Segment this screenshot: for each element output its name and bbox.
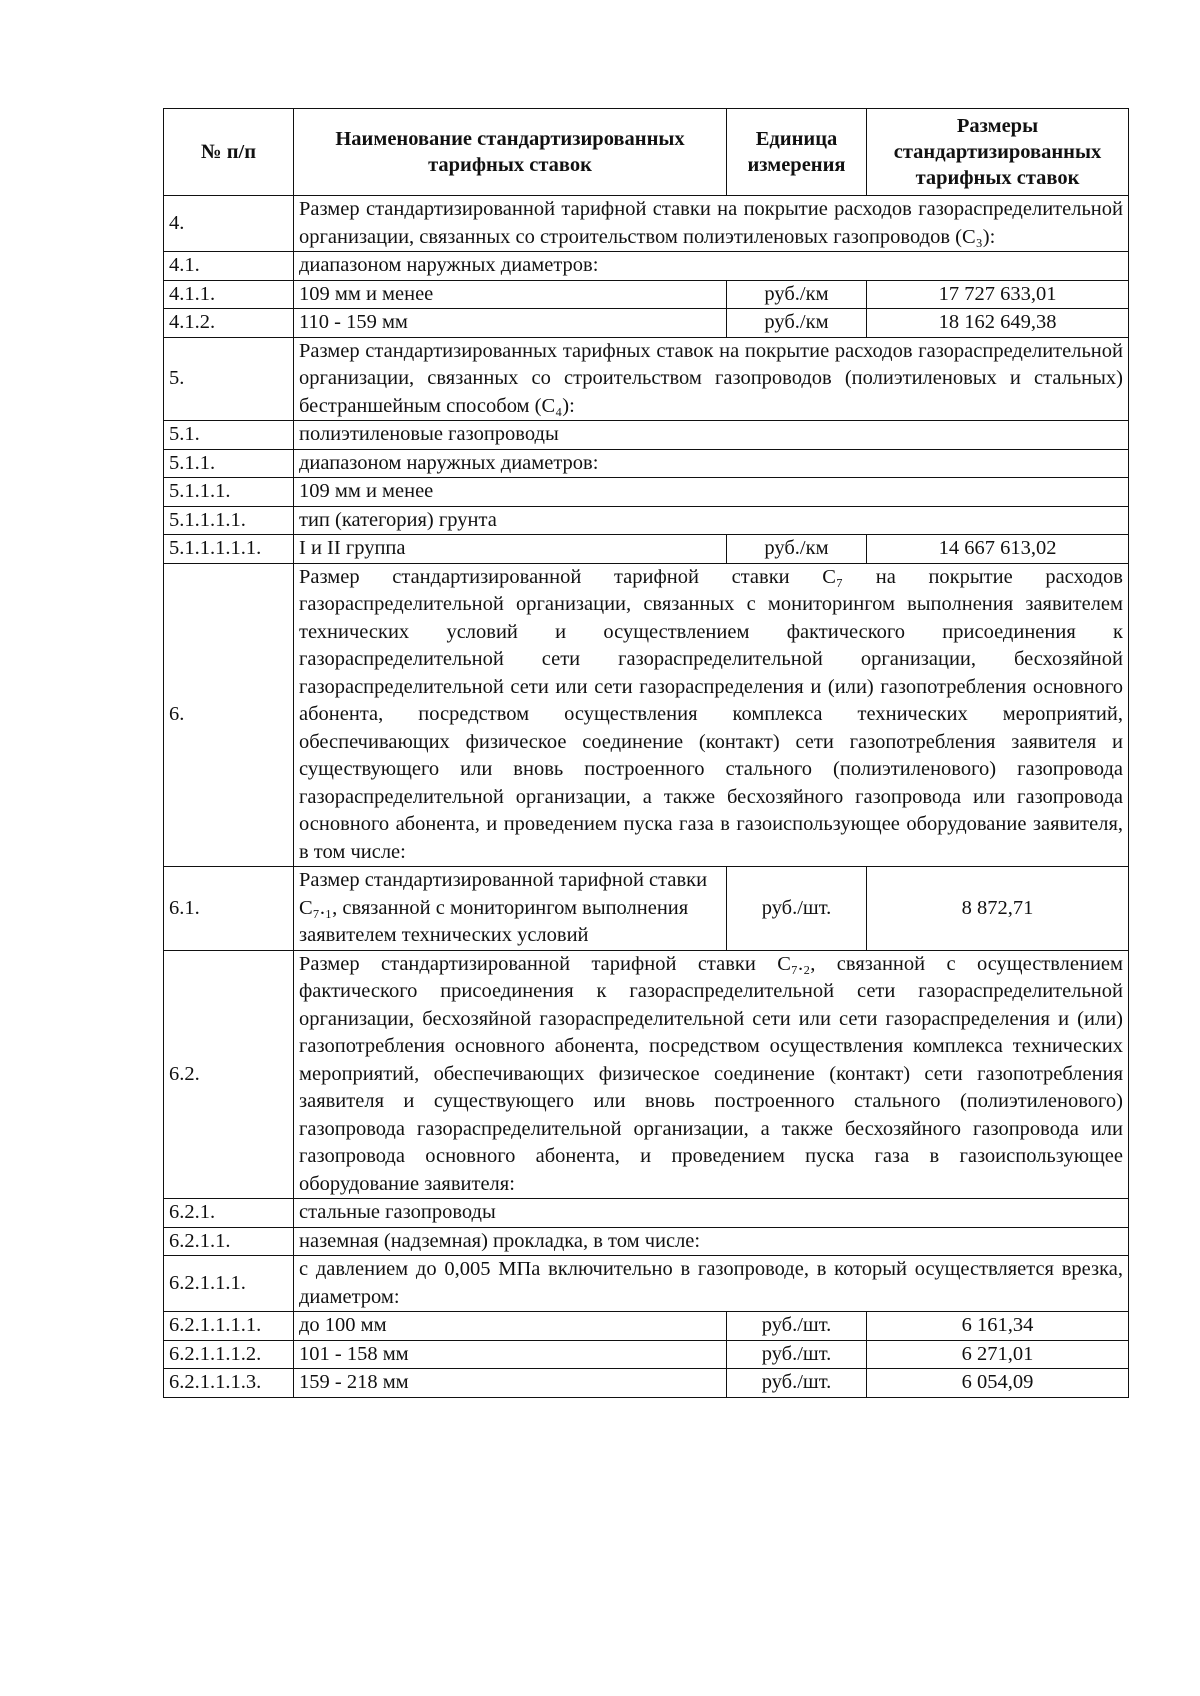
row-value: 17 727 633,01 [867, 280, 1129, 309]
row-number: 5.1. [164, 421, 294, 450]
row-number: 5.1.1.1.1. [164, 506, 294, 535]
row-text: диапазоном наружных диаметров: [294, 252, 1129, 281]
row-value: 18 162 649,38 [867, 309, 1129, 338]
row-number: 6.2.1.1.1.2. [164, 1340, 294, 1369]
row-text: Размер стандартизированной тарифной ставки С₇ на покрытие расходов газораспределительной организации, связанных с мониторингом выполнения заявителем технических условий и осуществлением фактического присоединения к газораспределительной сети газораспределительной организации, бесхозяйной газораспределительной сети или сети газораспределения и (или) газопотребления основного абонента, посредством осуществления комплекса технических мероприятий, обеспечивающих физическое соединение (контакт) сети газопотребления заявителя и существующего или вновь построенного стального (полиэтиленового) газопровода газораспределительной организации, а также бесхозяйного газопровода или газопровода основного абонента, и проведением пуска газа в газоиспользующее оборудование заявителя, в том числе: [294, 563, 1129, 867]
row-number: 5.1.1.1.1.1. [164, 535, 294, 564]
table-row [164, 337, 1129, 421]
table-row [164, 449, 1129, 478]
row-unit: руб./км [727, 535, 867, 564]
table-row [164, 1340, 1129, 1369]
row-text: полиэтиленовые газопроводы [294, 421, 1129, 450]
row-number: 6. [164, 563, 294, 867]
row-text: с давлением до 0,005 МПа включительно в газопроводе, в который осуществляется врезка, диаметром: [294, 1256, 1129, 1312]
row-text: 101 - 158 мм [294, 1340, 727, 1369]
header-num: № п/п [164, 109, 294, 196]
row-text: 159 - 218 мм [294, 1369, 727, 1398]
row-value: 8 872,71 [867, 867, 1129, 951]
row-unit: руб./км [727, 280, 867, 309]
row-value: 6 161,34 [867, 1312, 1129, 1341]
row-number: 4.1.2. [164, 309, 294, 338]
table-row [164, 196, 1129, 252]
row-unit: руб./шт. [727, 867, 867, 951]
row-number: 6.2.1.1. [164, 1227, 294, 1256]
row-text: 109 мм и менее [294, 478, 1129, 507]
row-unit: руб./шт. [727, 1340, 867, 1369]
row-number: 5. [164, 337, 294, 421]
table-row [164, 506, 1129, 535]
table-row [164, 309, 1129, 338]
row-text: диапазоном наружных диаметров: [294, 449, 1129, 478]
row-number: 6.1. [164, 867, 294, 951]
row-unit: руб./шт. [727, 1369, 867, 1398]
row-number: 4.1. [164, 252, 294, 281]
row-text: 110 - 159 мм [294, 309, 727, 338]
row-text: 109 мм и менее [294, 280, 727, 309]
row-number: 4. [164, 196, 294, 252]
tariff-table [163, 108, 1129, 1398]
row-value: 6 271,01 [867, 1340, 1129, 1369]
row-unit: руб./км [727, 309, 867, 338]
table-row [164, 1256, 1129, 1312]
row-value: 14 667 613,02 [867, 535, 1129, 564]
table-row [164, 421, 1129, 450]
table-row [164, 867, 1129, 951]
row-number: 6.2.1. [164, 1199, 294, 1228]
row-number: 6.2. [164, 950, 294, 1199]
row-number: 4.1.1. [164, 280, 294, 309]
row-text: Размер стандартизированной тарифной ставки С₇.₂, связанной с осуществлением фактического присоединения к газораспределительной сети газораспределительной организации, бесхозяйной газораспределительной сети или сети газораспределения и (или) газопотребления основного абонента, посредством осуществления комплекса технических мероприятий, обеспечивающих физическое соединение (контакт) сети газопотребления заявителя и существующего или вновь построенного стального (полиэтиленового) газопровода газораспределительной организации, а также бесхозяйного газопровода или газопровода основного абонента, и проведением пуска газа в газоиспользующее оборудование заявителя: [294, 950, 1129, 1199]
table-row [164, 563, 1129, 867]
row-text: Размер стандартизированной тарифной ставки С₇.₁, связанной с мониторингом выполнения заявителем технических условий [294, 867, 727, 951]
table-row [164, 478, 1129, 507]
row-number: 6.2.1.1.1. [164, 1256, 294, 1312]
table-row [164, 280, 1129, 309]
table-row [164, 1199, 1129, 1228]
table-row [164, 535, 1129, 564]
row-number: 5.1.1. [164, 449, 294, 478]
table-row [164, 1312, 1129, 1341]
row-text: наземная (надземная) прокладка, в том числе: [294, 1227, 1129, 1256]
row-unit: руб./шт. [727, 1312, 867, 1341]
row-text: до 100 мм [294, 1312, 727, 1341]
header-name: Наименование стандартизированных тарифных ставок [294, 109, 727, 196]
row-text: тип (категория) грунта [294, 506, 1129, 535]
row-text: Размер стандартизированных тарифных ставок на покрытие расходов газораспределительной организации, связанных со строительством газопроводов (полиэтиленовых и стальных) бестраншейным способом (С₄): [294, 337, 1129, 421]
row-text: стальные газопроводы [294, 1199, 1129, 1228]
header-row [164, 109, 1129, 196]
row-text: Размер стандартизированной тарифной ставки на покрытие расходов газораспределительной организации, связанных со строительством полиэтиленовых газопроводов (С₃): [294, 196, 1129, 252]
table-row [164, 252, 1129, 281]
row-number: 5.1.1.1. [164, 478, 294, 507]
header-size: Размеры стандартизированных тарифных ставок [867, 109, 1129, 196]
row-number: 6.2.1.1.1.1. [164, 1312, 294, 1341]
table-row [164, 950, 1129, 1199]
table-row [164, 1227, 1129, 1256]
row-value: 6 054,09 [867, 1369, 1129, 1398]
row-text: I и II группа [294, 535, 727, 564]
table-row [164, 1369, 1129, 1398]
row-number: 6.2.1.1.1.3. [164, 1369, 294, 1398]
header-unit: Единица измерения [727, 109, 867, 196]
